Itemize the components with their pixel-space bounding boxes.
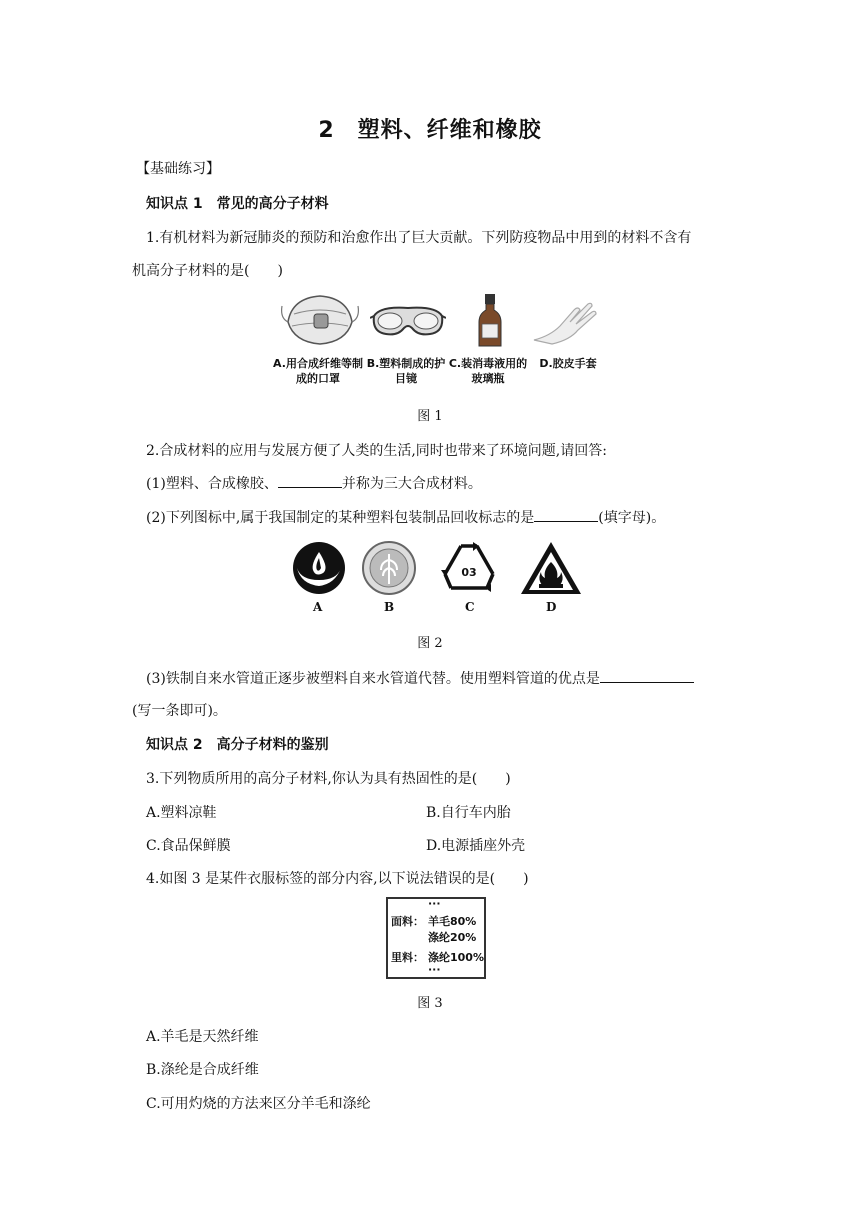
question-2-sub-3-line-1 [146,668,694,688]
clothing-label-figure [386,897,486,979]
icon-letter-c: C [465,600,475,614]
question-1-line-2: 机高分子材料的是( ) [132,263,283,279]
icon-letter-d: D [546,600,557,614]
question-4-option-a[interactable]: A.羊毛是天然纤维 [146,1029,259,1045]
green-food-seal-icon [361,540,417,596]
goggles-icon [370,302,446,342]
answer-blank-2-3[interactable] [600,670,694,683]
question-4-option-b[interactable]: B.涤纶是合成纤维 [146,1062,259,1078]
figure-2-caption: 图 2 [417,636,443,651]
water-saving-icon [291,540,347,596]
question-4-stem: 4.如图 3 是某件衣服标签的部分内容,以下说法错误的是( ) [146,871,529,887]
section-heading-basic: 【基础练习】 [136,161,220,177]
question-2-sub-2-pre: (2)下列图标中,属于我国制定的某种塑料包装制品回收标志的是 [146,510,535,526]
glass-bottle-icon [475,292,505,350]
question-2-sub-3-pre: (3)铁制自来水管道正逐步被塑料自来水管道代替。使用塑料管道的优点是 [146,671,600,687]
knowledge-point-2: 知识点 2 高分子材料的鉴别 [146,737,329,753]
answer-blank-2-2[interactable] [534,509,598,522]
figure-2 [285,540,585,620]
question-3-option-d[interactable]: D.电源插座外壳 [426,838,526,854]
icon-letter-b: B [384,600,395,614]
tag-inner-label: 里料： [391,951,424,964]
tag-outer-polyester: 涤纶20% [428,931,477,944]
tag-dots-top: ··· [428,897,441,910]
question-2-sub-1 [146,473,482,493]
figure-3-caption: 图 3 [417,996,443,1011]
figure-1-option-d: D.胶皮手套 [539,357,597,370]
flammable-warning-icon [519,540,583,598]
figure-1-option-b: B.塑料制成的护目镜 [366,357,446,385]
icon-letter-a: A [313,600,323,614]
question-2-sub-2-post: (填字母)。 [598,510,666,526]
tag-inner-polyester: 涤纶100% [428,951,484,964]
tag-dots-bottom: ··· [428,963,441,976]
figure-1 [270,292,610,392]
question-2-sub-3-line-2: (写一条即可)。 [132,703,227,719]
question-2-sub-1-pre: (1)塑料、合成橡胶、 [146,476,278,492]
answer-blank-2-1[interactable] [278,475,342,488]
tag-outer-label: 面料： [391,915,424,928]
question-3-option-c[interactable]: C.食品保鲜膜 [146,838,231,854]
question-2-stem: 2.合成材料的应用与发展方便了人类的生活,同时也带来了环境问题,请回答: [146,443,607,459]
figure-1-caption: 图 1 [417,409,443,424]
recycle-03-icon [437,540,501,598]
rubber-glove-icon [530,296,600,346]
figure-1-option-c: C.装消毒液用的玻璃瓶 [448,357,528,385]
mask-icon [280,292,360,348]
tag-outer-wool: 羊毛80% [428,915,477,928]
recycle-code-text: 03 [461,566,477,579]
question-4-option-c[interactable]: C.可用灼烧的方法来区分羊毛和涤纶 [146,1096,371,1112]
knowledge-point-1: 知识点 1 常见的高分子材料 [146,196,329,212]
question-2-sub-2 [146,507,665,527]
question-2-sub-1-post: 并称为三大合成材料。 [341,476,482,492]
question-3-stem: 3.下列物质所用的高分子材料,你认为具有热固性的是( ) [146,771,511,787]
question-3-option-a[interactable]: A.塑料凉鞋 [146,805,217,821]
page-title: 2 塑料、纤维和橡胶 [318,118,542,143]
figure-1-option-a: A.用合成纤维等制成的口罩 [273,357,363,385]
question-1-line-1: 1.有机材料为新冠肺炎的预防和治愈作出了巨大贡献。下列防疫物品中用到的材料不含有 [146,230,692,246]
question-3-option-b[interactable]: B.自行车内胎 [426,805,511,821]
